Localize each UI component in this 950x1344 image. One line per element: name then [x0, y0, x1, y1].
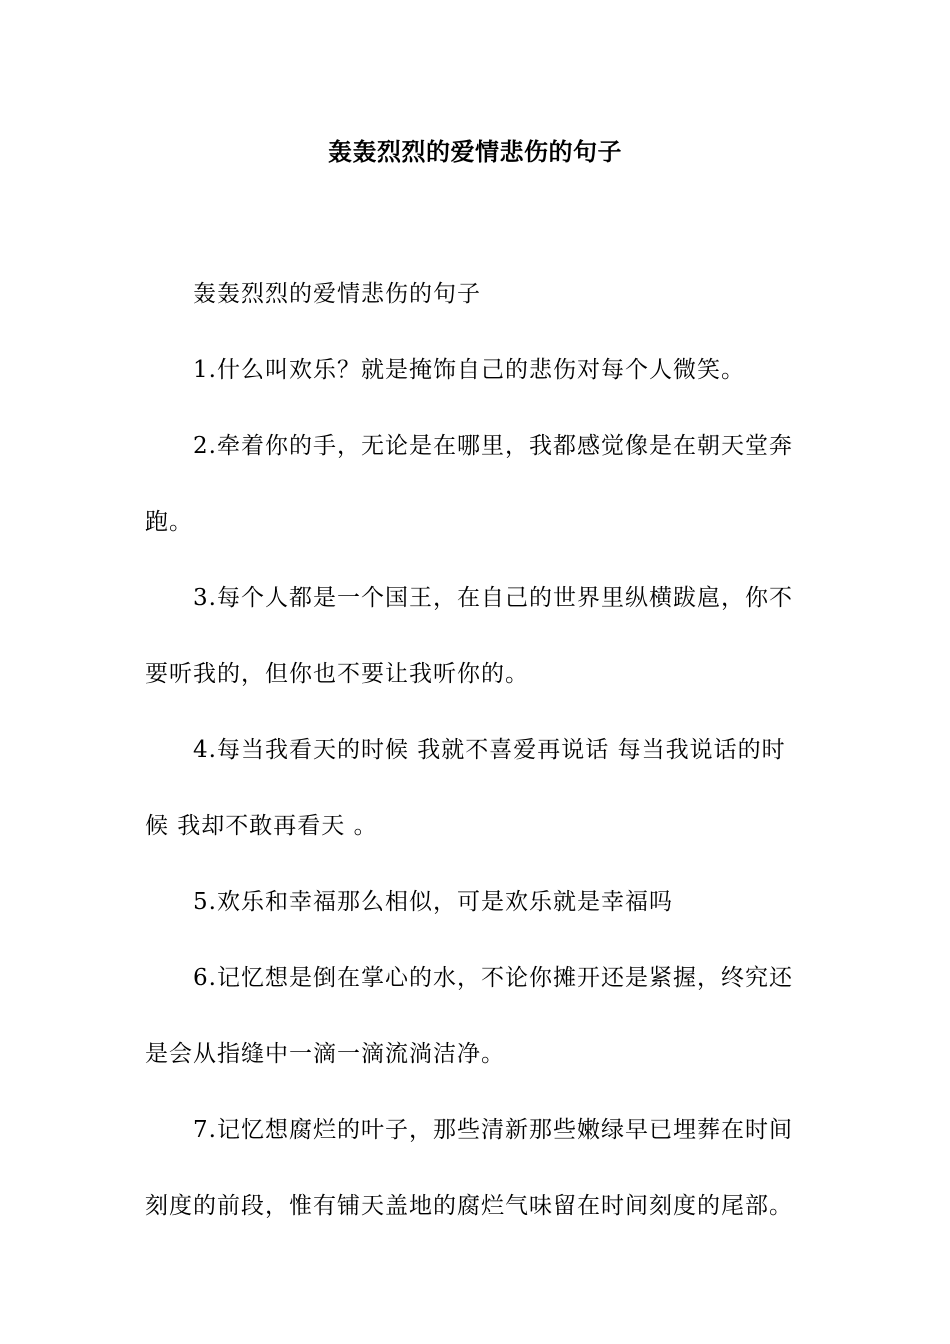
document-body	[145, 256, 809, 1244]
paragraph-subtitle: 轰轰烈烈的爱情悲伤的句子	[193, 281, 481, 307]
document-title: 轰轰烈烈的爱情悲伤的句子	[328, 138, 622, 166]
paragraph-item-1: 1.什么叫欢乐？就是掩饰自己的悲伤对每个人微笑。	[193, 357, 745, 383]
paragraph-item-4: 4.每当我看天的时候 我就不喜爱再说话 每当我说话的时候 我却不敢再看天 。	[145, 737, 786, 839]
paragraph-item-3: 3.每个人都是一个国王，在自己的世界里纵横跋扈，你不要听我的，但你也不要让我听你的。	[145, 585, 793, 687]
paragraph-item-2: 2.牵着你的手，无论是在哪里，我都感觉像是在朝天堂奔跑。	[145, 433, 793, 535]
paragraph-item-6: 6.记忆想是倒在掌心的水，不论你摊开还是紧握，终究还是会从指缝中一滴一滴流淌洁净。	[145, 965, 793, 1067]
paragraph-item-5: 5.欢乐和幸福那么相似，可是欢乐就是幸福吗	[193, 889, 673, 915]
paragraph-item-7: 7.记忆想腐烂的叶子，那些清新那些嫩绿早已埋葬在时间刻度的前段，惟有铺天盖地的腐烂气味留在时间刻度的尾部。	[145, 1117, 793, 1219]
